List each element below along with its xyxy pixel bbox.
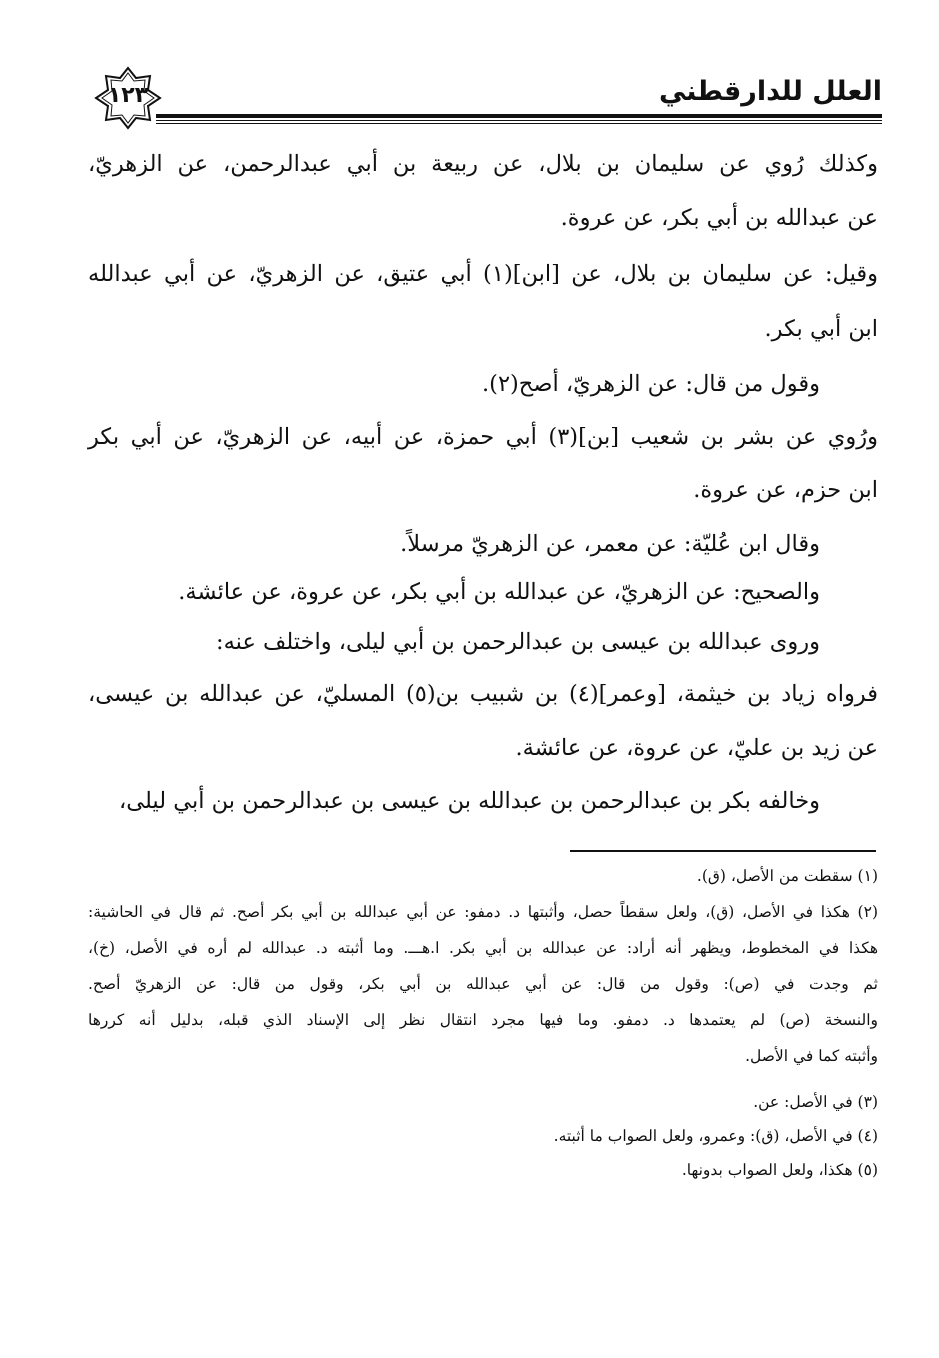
text-line: عن زيد بن عليّ، عن عروة، عن عائشة. <box>515 735 878 761</box>
text-line: وقول من قال: عن الزهريّ، أصح(٢). <box>482 371 820 397</box>
text-line: وروى عبدالله بن عيسى بن عبدالرحمن بن أبي ليلى، واختلف عنه: <box>216 629 820 655</box>
footnote-line: (١) سقطت من الأصل، (ق). <box>696 867 878 885</box>
text-line: وكذلك رُوي عن سليمان بن بلال، عن ربيعة بن أبي عبدالرحمن، عن الزهريّ، <box>88 151 878 177</box>
footnote-line: وأثبته كما في الأصل. <box>745 1047 878 1065</box>
text-line: ورُوي عن بشر بن شعيب [بن](٣) أبي حمزة، عن أبيه، عن الزهريّ، عن أبي بكر <box>88 424 878 450</box>
footnote-line: (٣) في الأصل: عن. <box>753 1093 878 1111</box>
page-number: ١٢٣ <box>107 83 149 108</box>
footnote-line: والنسخة (ص) لم يعتمدها د. دمفو. وما فيها مجرد انتقال نظر إلى الإسناد الذي قبله، بدليل أنه كررها <box>88 1011 878 1029</box>
footnote-line: ثم وجدت في (ص): وقول من قال: عن أبي عبدالله بن أبي بكر، وقول من قال: عن الزهريّ أصح. <box>88 975 878 993</box>
text-line: وخالفه بكر بن عبدالرحمن بن عبدالله بن عيسى بن عبدالرحمن بن أبي ليلى، <box>118 788 820 814</box>
text-line: وقال ابن عُليّة: عن معمر، عن الزهريّ مرسلاً. <box>400 531 820 557</box>
footnote-separator <box>570 850 876 852</box>
book-title: العلل للدارقطني <box>658 76 882 107</box>
footnote-line: (٥) هكذا، ولعل الصواب بدونها. <box>681 1161 878 1179</box>
text-line: فرواه زياد بن خيثمة، [وعمر](٤) بن شبيب بن(٥) المسليّ، عن عبدالله بن عيسى، <box>88 681 878 707</box>
footnote-line: (٤) في الأصل، (ق): وعمرو، ولعل الصواب ما أثبته. <box>553 1127 878 1145</box>
footnote-line: هكذا في المخطوط، ويظهر أنه أراد: عن عبدالله بن أبي بكر. ا.هـــ. وما أثبته د. عبدالله لم أره في الأصل، (خ)، <box>88 939 878 957</box>
text-line: ابن أبي بكر. <box>764 316 878 342</box>
page-header <box>92 66 882 130</box>
text-line: ابن حزم، عن عروة. <box>693 477 878 503</box>
page-number-badge <box>92 66 164 130</box>
footnote-line: (٢) هكذا في الأصل، (ق)، ولعل سقطاً حصل، وأثبتها د. دمفو: عن أبي عبدالله بن أبي بكر أصح. ثم قال في الحاشية: <box>88 903 878 921</box>
header-rule <box>156 114 882 124</box>
text-line: عن عبدالله بن أبي بكر، عن عروة. <box>560 205 878 231</box>
text-line: وقيل: عن سليمان بن بلال، عن [ابن](١) أبي عتيق، عن الزهريّ، عن أبي عبدالله <box>88 261 878 287</box>
text-line: والصحيح: عن الزهريّ، عن عبدالله بن أبي بكر، عن عروة، عن عائشة. <box>178 579 820 605</box>
